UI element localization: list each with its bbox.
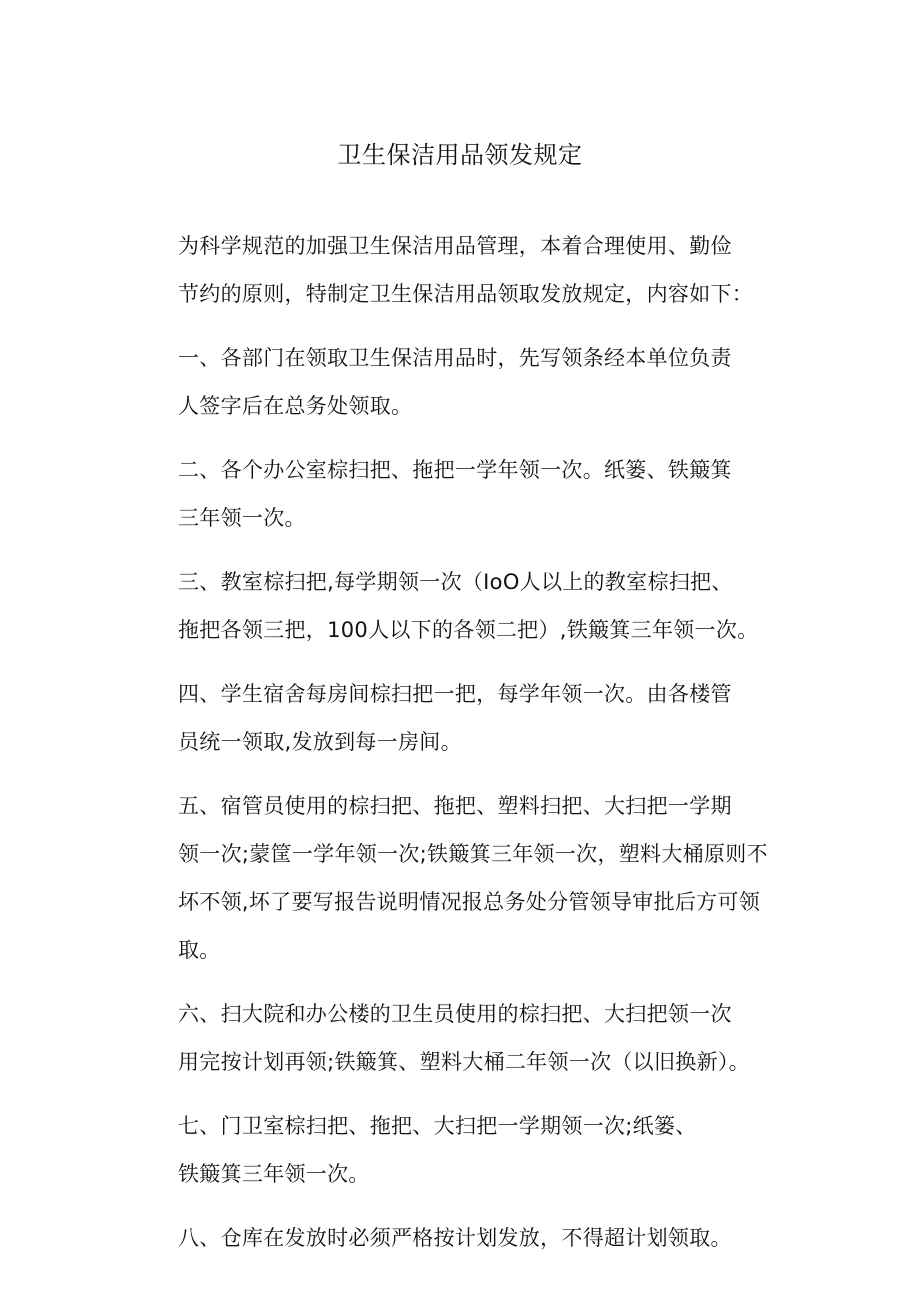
- paragraph-line: 五、宿管员使用的棕扫把、拖把、塑料扫把、大扫把一学期: [178, 794, 732, 818]
- paragraph-line: 三年领一次。: [178, 506, 306, 530]
- paragraph-line: 六、扫大院和办公楼的卫生员使用的棕扫把、大扫把领一次: [178, 1002, 732, 1026]
- paragraph-line: 铁簸箕三年领一次。: [178, 1162, 370, 1186]
- paragraph-rule-7: [136, 1102, 798, 1198]
- paragraph-line: 坏不领,坏了要写报告说明情况报总务处分管领导审批后方可领: [178, 890, 761, 914]
- paragraph-rule-8: [136, 1214, 798, 1262]
- paragraph-line: 领一次;蒙筐一学年领一次;铁簸箕三年领一次，塑料大桶原则不: [178, 842, 768, 866]
- paragraph-line: 四、学生宿舍每房间棕扫把一把，每学年领一次。由各楼管: [178, 682, 732, 706]
- paragraph-line: 一、各部门在领取卫生保洁用品时，先写领条经本单位负责: [178, 346, 732, 370]
- paragraph-line: 拖把各领三把，100人以下的各领二把）,铁簸箕三年领一次。: [178, 618, 759, 642]
- paragraph-line: 为科学规范的加强卫生保洁用品管理，本着合理使用、勤俭: [178, 234, 732, 258]
- paragraph-rule-4: [136, 670, 798, 766]
- paragraph-line: 二、各个办公室棕扫把、拖把一学年领一次。纸篓、铁簸箕: [178, 458, 732, 482]
- paragraph-rule-1: [136, 334, 798, 430]
- paragraph-line: 员统一领取,发放到每一房间。: [178, 730, 462, 754]
- paragraph-line: 取。: [178, 938, 221, 962]
- paragraph-line: 七、门卫室棕扫把、拖把、大扫把一学期领一次;纸篓、: [178, 1114, 697, 1138]
- paragraph-rule-6: [136, 990, 798, 1086]
- paragraph-line: 三、教室棕扫把,每学期领一次（IoO人以上的教室棕扫把、: [178, 570, 733, 594]
- paragraph-intro: [136, 222, 798, 318]
- document-title: 卫生保洁用品领发规定: [337, 141, 583, 169]
- paragraph-line: 节约的原则，特制定卫生保洁用品领取发放规定，内容如下：: [178, 282, 754, 306]
- document-body: [136, 222, 798, 1262]
- paragraph-rule-3: [136, 558, 798, 654]
- paragraph-line: 八、仓库在发放时必须严格按计划发放，不得超计划领取。: [178, 1226, 732, 1250]
- paragraph-rule-2: [136, 446, 798, 542]
- paragraph-line: 用完按计划再领;铁簸箕、塑料大桶二年领一次（以旧换新）。: [178, 1050, 750, 1074]
- paragraph-rule-5: [136, 782, 798, 974]
- paragraph-line: 人签字后在总务处领取。: [178, 394, 413, 418]
